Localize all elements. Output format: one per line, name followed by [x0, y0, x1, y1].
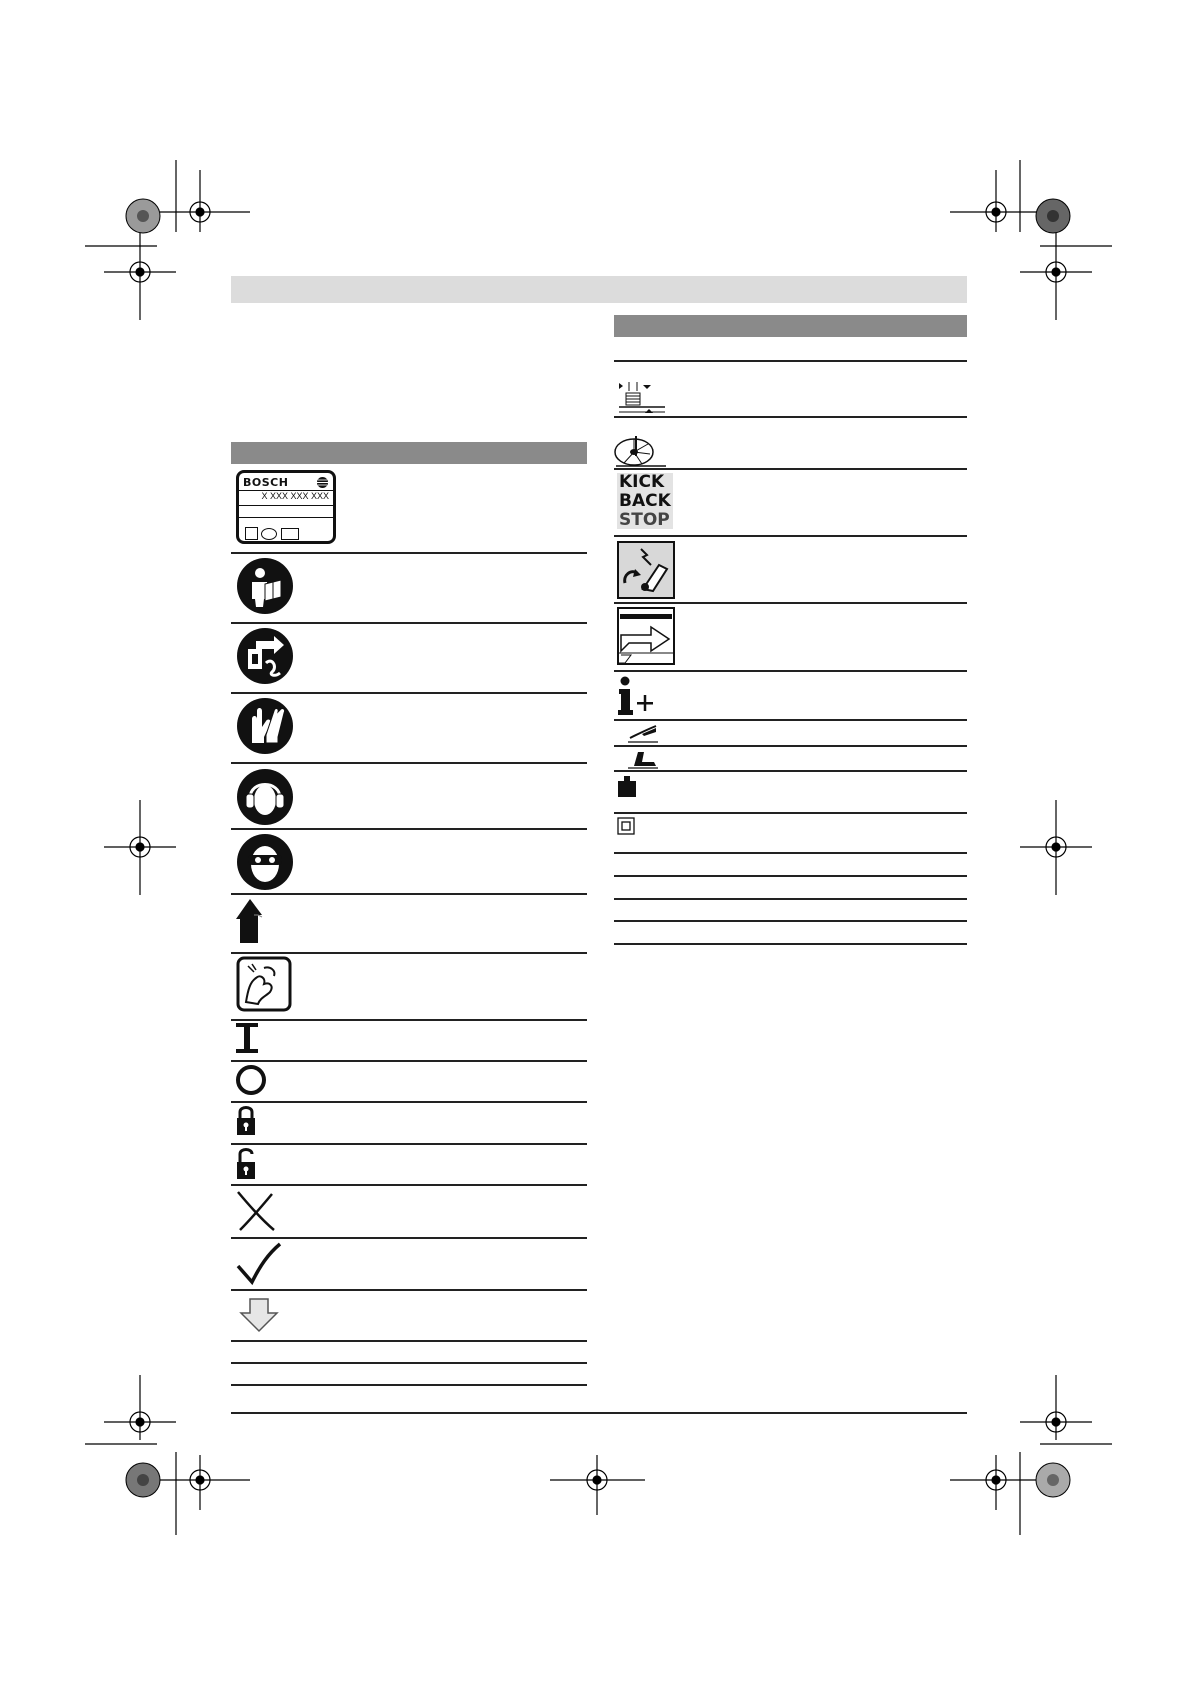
nameplate-brand: BOSCH	[243, 476, 289, 489]
row-divider	[231, 893, 587, 895]
page-header-band	[231, 276, 967, 303]
eye-protection-icon	[236, 833, 294, 891]
gloves-icon	[236, 697, 294, 755]
unplug-icon	[236, 627, 294, 685]
row-divider	[614, 745, 967, 747]
row-divider	[614, 898, 967, 900]
row-divider	[614, 875, 967, 877]
weight-icon	[617, 776, 637, 798]
kickback-line-2: BACK	[619, 491, 671, 511]
direction-arrow-icon	[236, 897, 266, 947]
globe-icon	[316, 476, 329, 489]
kickback-line-1: KICK	[619, 472, 665, 492]
row-divider	[231, 952, 587, 954]
row-divider	[614, 535, 967, 537]
row-divider	[614, 770, 967, 772]
row-divider	[614, 920, 967, 922]
row-divider	[231, 1237, 587, 1239]
row-divider	[614, 360, 967, 362]
down-arrow-icon	[239, 1297, 279, 1333]
ear-protection-icon	[236, 768, 294, 826]
row-divider	[231, 1101, 587, 1103]
row-divider	[231, 1384, 587, 1386]
row-divider	[231, 1060, 587, 1062]
cutting-depth-icon	[617, 381, 667, 415]
check-icon	[236, 1242, 282, 1286]
power-on-icon	[236, 1023, 258, 1053]
row-divider	[614, 468, 967, 470]
electronic-brake-icon	[617, 541, 675, 599]
hand-arm-icon	[236, 956, 292, 1012]
kickback-line-3: STOP	[619, 510, 670, 530]
speed-low-icon	[628, 722, 658, 744]
row-divider	[231, 1362, 587, 1364]
nameplate-code: X XXX XXX XXX	[261, 491, 329, 501]
left-section-band	[231, 442, 587, 464]
power-off-icon	[235, 1064, 267, 1096]
row-divider	[231, 762, 587, 764]
row-divider	[614, 670, 967, 672]
row-divider	[231, 552, 587, 554]
row-divider	[614, 852, 967, 854]
unlock-icon	[236, 1146, 256, 1180]
nameplate-icon	[236, 470, 336, 544]
row-divider	[231, 692, 587, 694]
row-divider	[231, 1184, 587, 1186]
row-divider	[231, 1019, 587, 1021]
read-manual-icon	[236, 557, 294, 615]
protection-class-icon	[617, 817, 635, 835]
restart-protection-icon	[617, 607, 675, 665]
speed-high-icon	[628, 748, 658, 770]
kickback-stop-icon	[617, 473, 673, 529]
row-divider	[231, 1143, 587, 1145]
row-divider	[231, 828, 587, 830]
row-divider	[614, 719, 967, 721]
row-divider	[231, 1289, 587, 1291]
saw-blade-icon	[612, 434, 668, 468]
row-divider	[614, 602, 967, 604]
footer-rule	[231, 1412, 967, 1414]
lock-icon	[236, 1104, 256, 1136]
info-plus-icon	[617, 676, 657, 716]
row-divider	[614, 943, 967, 945]
row-divider	[231, 1340, 587, 1342]
cross-icon	[236, 1190, 276, 1232]
row-divider	[614, 812, 967, 814]
right-section-band	[614, 315, 967, 337]
row-divider	[614, 416, 967, 418]
row-divider	[231, 622, 587, 624]
